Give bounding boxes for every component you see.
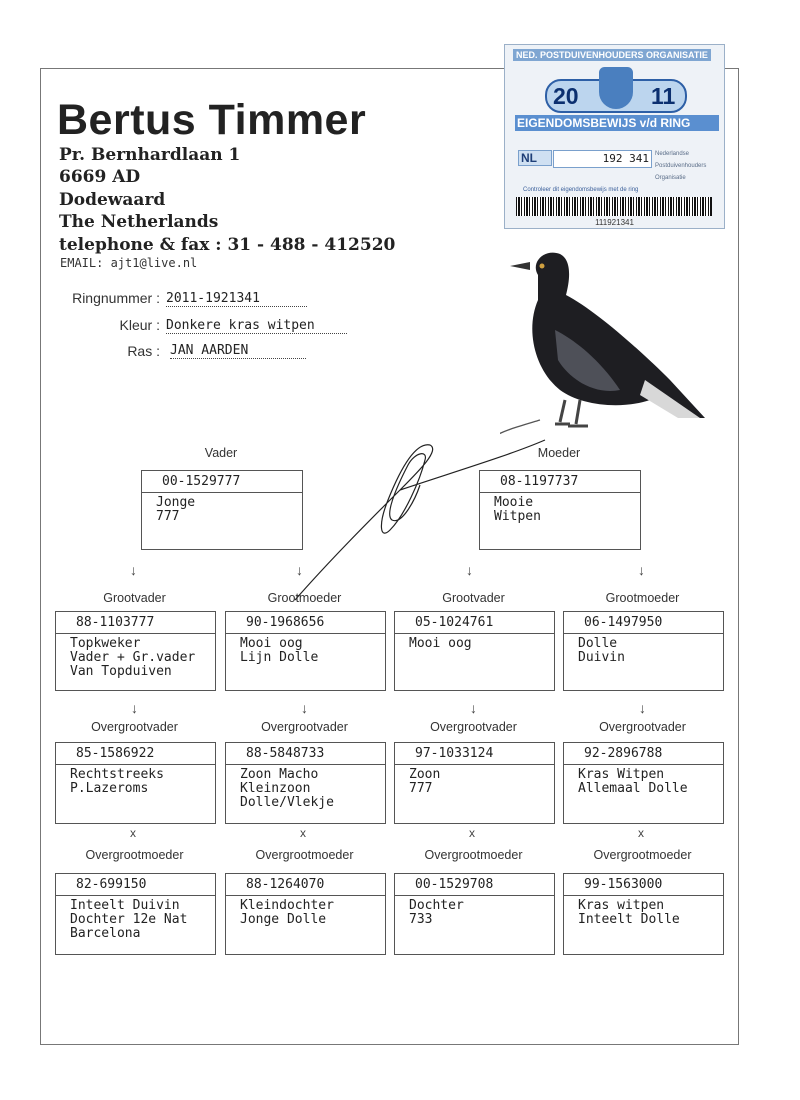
grandparent-0-notes: Topkweker Vader + Gr.vader Van Topduiven: [70, 636, 196, 679]
color-value: Donkere kras witpen: [166, 318, 347, 334]
breed-value: JAN AARDEN: [170, 343, 306, 359]
great-grandfather-0-ring: 85-1586922: [56, 743, 215, 765]
grandparent-2-card: [394, 611, 555, 691]
owner-country: The Netherlands: [59, 212, 219, 232]
arrow-2: ↓: [466, 562, 473, 578]
parent-1-card: [479, 470, 641, 550]
great-grandmother-2-card: [394, 873, 555, 955]
parent-label-1: Moeder: [537, 446, 581, 460]
lion-crest-icon: [599, 67, 633, 109]
great-grandmother-label-1: Overgrootmoeder: [255, 848, 354, 862]
great-grandfather-0-card: [55, 742, 216, 824]
grandparent-label-1: Grootmoeder: [267, 591, 342, 605]
great-grandmother-3-notes: Kras witpen Inteelt Dolle: [578, 898, 680, 927]
grandparent-1-card: [225, 611, 386, 691]
certificate-org: NED. POSTDUIVENHOUDERS ORGANISATIE: [513, 49, 711, 61]
grandparent-1-ring: 90-1968656: [226, 612, 385, 634]
certificate-side-2: Postduivenhouders: [655, 163, 707, 169]
great-grandfather-0-notes: Rechtstreeks P.Lazeroms: [70, 767, 164, 796]
great-grandmother-1-notes: Kleindochter Jonge Dolle: [240, 898, 334, 927]
grandparent-0-card: [55, 611, 216, 691]
parent-0-ring: 00-1529777: [142, 471, 302, 493]
great-grandfather-2-ring: 97-1033124: [395, 743, 554, 765]
grandparent-3-notes: Dolle Duivin: [578, 636, 625, 665]
arrow-3: ↓: [638, 562, 645, 578]
cross-1: x: [300, 826, 306, 840]
certificate-ring-number: 192 341: [553, 150, 652, 168]
great-grandfather-3-notes: Kras Witpen Allemaal Dolle: [578, 767, 688, 796]
great-grandmother-3-ring: 99-1563000: [564, 874, 723, 896]
owner-email: EMAIL: ajt1@live.nl: [60, 256, 198, 270]
arrow-1: ↓: [296, 562, 303, 578]
great-grandmother-0-notes: Inteelt Duivin Dochter 12e Nat Barcelona: [70, 898, 188, 941]
great-grandfather-label-1: Overgrootvader: [261, 720, 348, 734]
parent-0-card: [141, 470, 303, 550]
arrow-gp-0: ↓: [131, 700, 138, 716]
great-grandfather-2-notes: Zoon 777: [409, 767, 441, 796]
ring-certificate: [504, 44, 725, 229]
certificate-year-right: 11: [651, 83, 676, 109]
parent-1-notes: Mooie Witpen: [494, 495, 541, 524]
certificate-year-left: 20: [553, 83, 579, 109]
great-grandmother-label-2: Overgrootmoeder: [424, 848, 523, 862]
breed-label: Ras :: [127, 343, 160, 359]
great-grandfather-3-ring: 92-2896788: [564, 743, 723, 765]
great-grandmother-3-card: [563, 873, 724, 955]
ring-value: 2011-1921341: [166, 291, 307, 307]
parent-1-ring: 08-1197737: [480, 471, 640, 493]
parent-0-notes: Jonge 777: [156, 495, 196, 524]
great-grandfather-1-ring: 88-5848733: [226, 743, 385, 765]
parent-label-0: Vader: [204, 446, 238, 460]
great-grandmother-2-ring: 00-1529708: [395, 874, 554, 896]
grandparent-label-2: Grootvader: [442, 591, 505, 605]
arrow-0: ↓: [130, 562, 137, 578]
ring-label: Ringnummer :: [72, 290, 160, 306]
arrow-gp-3: ↓: [639, 700, 646, 716]
grandparent-3-card: [563, 611, 724, 691]
great-grandfather-label-0: Overgrootvader: [91, 720, 178, 734]
grandparent-2-ring: 05-1024761: [395, 612, 554, 634]
certificate-footnote: Controleer dit eigendomsbewijs met de ring: [523, 187, 639, 193]
certificate-country: NL: [518, 150, 552, 166]
barcode-number: 111921341: [595, 218, 634, 227]
grandparent-3-ring: 06-1497950: [564, 612, 723, 634]
owner-name: Bertus Timmer: [57, 96, 367, 144]
pigeon-image: [500, 240, 720, 440]
barcode: [516, 197, 712, 216]
owner-city: Dodewaard: [59, 190, 166, 210]
great-grandmother-0-card: [55, 873, 216, 955]
great-grandfather-2-card: [394, 742, 555, 824]
great-grandmother-2-notes: Dochter 733: [409, 898, 464, 927]
great-grandmother-label-3: Overgrootmoeder: [593, 848, 692, 862]
color-label: Kleur :: [119, 317, 160, 333]
great-grandmother-0-ring: 82-699150: [56, 874, 215, 896]
great-grandfather-1-card: [225, 742, 386, 824]
grandparent-label-3: Grootmoeder: [605, 591, 680, 605]
great-grandfather-3-card: [563, 742, 724, 824]
grandparent-2-notes: Mooi oog: [409, 636, 472, 651]
grandparent-0-ring: 88-1103777: [56, 612, 215, 634]
great-grandmother-label-0: Overgrootmoeder: [85, 848, 184, 862]
cross-3: x: [638, 826, 644, 840]
certificate-side-3: Organisatie: [655, 175, 686, 181]
great-grandfather-label-3: Overgrootvader: [599, 720, 686, 734]
great-grandfather-label-2: Overgrootvader: [430, 720, 517, 734]
owner-postcode: 6669 AD: [59, 167, 141, 187]
great-grandmother-1-ring: 88-1264070: [226, 874, 385, 896]
certificate-side-1: Nederlandse: [655, 151, 690, 157]
owner-phone: telephone & fax : 31 - 488 - 412520: [59, 235, 396, 255]
owner-street: Pr. Bernhardlaan 1: [59, 145, 241, 165]
great-grandmother-1-card: [225, 873, 386, 955]
great-grandfather-1-notes: Zoon Macho Kleinzoon Dolle/Vlekje: [240, 767, 334, 810]
arrow-gp-2: ↓: [470, 700, 477, 716]
cross-2: x: [469, 826, 475, 840]
grandparent-label-0: Grootvader: [103, 591, 166, 605]
cross-0: x: [130, 826, 136, 840]
arrow-gp-1: ↓: [301, 700, 308, 716]
grandparent-1-notes: Mooi oog Lijn Dolle: [240, 636, 319, 665]
certificate-title: EIGENDOMSBEWIJS v/d RING: [515, 115, 719, 131]
